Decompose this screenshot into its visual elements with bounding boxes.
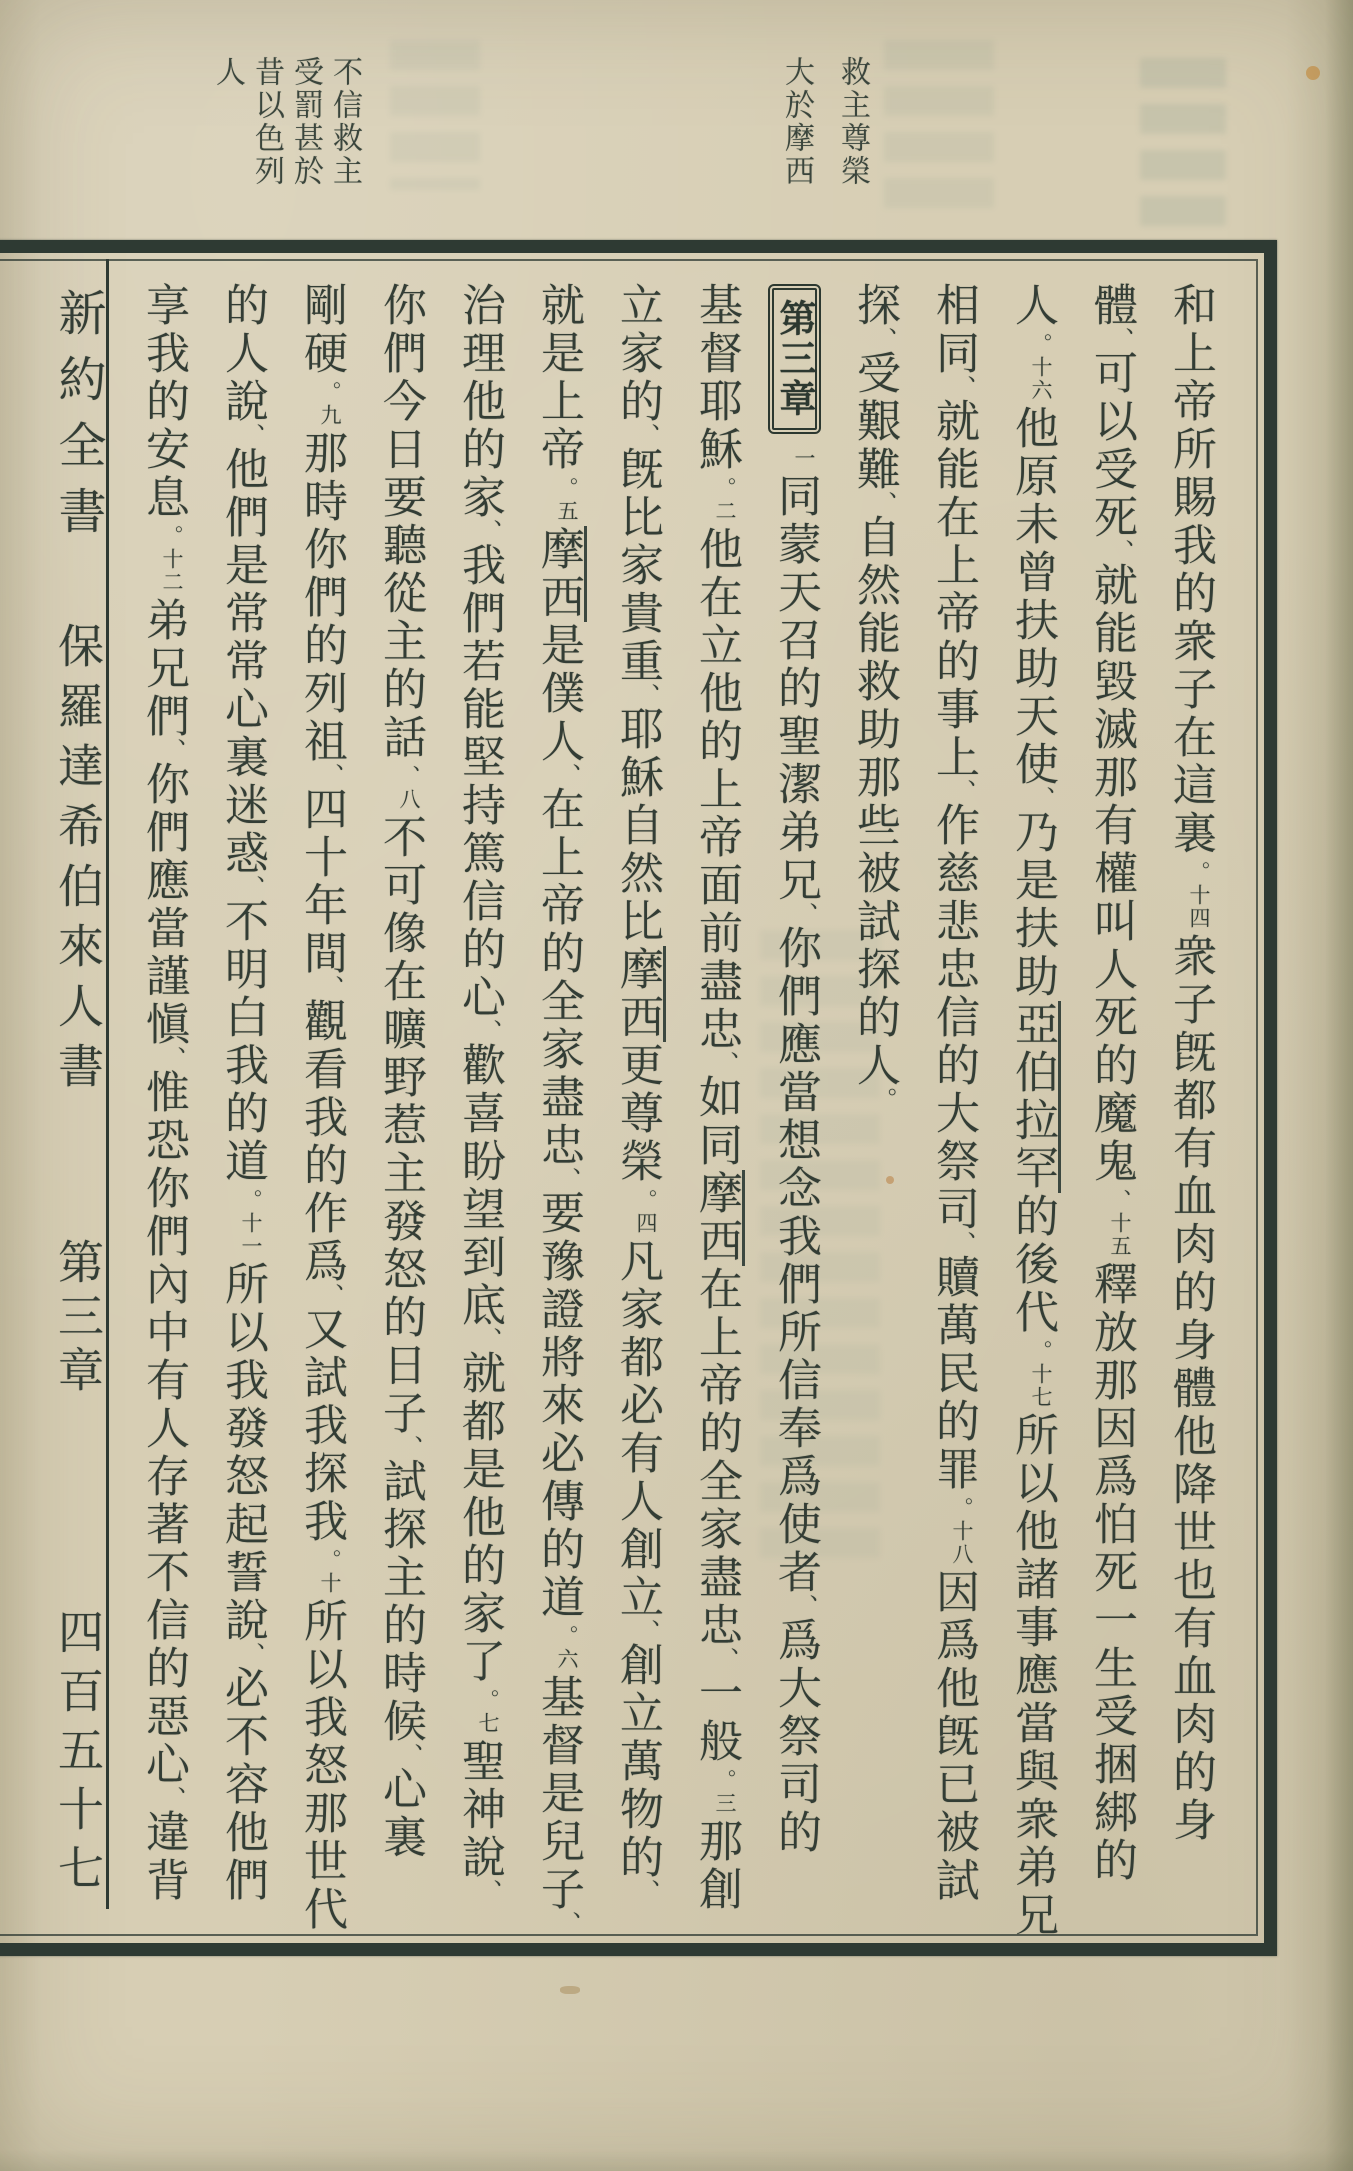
punctuation-mark: 、 (948, 1231, 976, 1259)
scripture-text: 相同 (928, 282, 979, 378)
punctuation-mark: 、 (553, 1911, 581, 1939)
scripture-text: 釋放那因爲怕死一生受捆綁的 (1086, 1261, 1137, 1885)
scripture-text: 聖神說 (454, 1738, 505, 1882)
scripture-text: 同蒙天召的聖潔弟兄 (770, 473, 821, 905)
punctuation-mark: 、 (237, 423, 265, 451)
scripture-text: 那時你們的列祖 (296, 430, 347, 766)
scripture-text: 所以我怒那世代 (296, 1598, 347, 1934)
text-column (612, 282, 663, 1947)
verse-number: 。十 (318, 1549, 342, 1595)
scripture-text: 基督耶穌 (691, 282, 742, 474)
text-column (928, 282, 979, 1947)
scripture-text: 作慈悲忠信的大祭司 (928, 802, 979, 1234)
punctuation-mark: 、 (632, 423, 660, 451)
proper-name-marked: 摩西 (612, 946, 666, 1042)
scripture-text: 的後代 (1007, 1193, 1058, 1337)
scripture-text: 因爲他旣已被試 (928, 1569, 979, 1905)
punctuation-mark: 、 (474, 1327, 502, 1355)
margin-note-column: 不信救主 (327, 56, 362, 188)
proper-name-marked: 摩西 (533, 526, 587, 622)
text-column (1007, 282, 1058, 1947)
margin-note-column: 昔以色列 (249, 56, 284, 188)
scripture-text: 他在立他的上帝面前盡忠 (691, 526, 742, 1054)
text-column (533, 282, 584, 1947)
punctuation-mark: 、 (158, 1786, 186, 1814)
punctuation-mark: 、 (553, 763, 581, 791)
book-title: 新約全書 (50, 288, 106, 552)
scripture-text: 贖萬民的罪 (928, 1254, 979, 1494)
proper-name-marked: 摩西 (691, 1170, 745, 1266)
text-column (691, 282, 742, 1947)
verse-number: 。十七 (1029, 1340, 1053, 1409)
bleed-through-smudge (390, 40, 480, 190)
scripture-text: 基督是兒子 (533, 1674, 584, 1914)
chapter-heading-box: 第三章 (768, 284, 821, 434)
text-column (849, 282, 900, 1947)
scripture-text: 就能毀滅那有權叫人死的魔鬼 (1086, 562, 1137, 1186)
text-column (296, 282, 347, 1947)
scripture-text: 你們今日要聽從主的話 (375, 282, 426, 762)
scripture-text: 在上帝的全家盡忠 (691, 1266, 742, 1650)
scripture-text: 心裏 (375, 1766, 426, 1862)
proper-name-marked: 亞伯拉罕 (1007, 1001, 1061, 1193)
scripture-text: 我們若能堅持篤信的心 (454, 542, 505, 1022)
scripture-text-area (132, 282, 1216, 1947)
verse-number: 一 (792, 447, 816, 470)
verse-number: 。四 (634, 1189, 658, 1235)
scripture-text: 四十年間 (296, 786, 347, 978)
punctuation-mark: 、 (869, 327, 897, 355)
scripture-text: 你們應當謹愼 (138, 761, 189, 1049)
scripture-text: 可以受死 (1086, 350, 1137, 542)
scripture-text: 耶穌自然比 (612, 706, 663, 946)
punctuation-mark: 、 (474, 519, 502, 547)
margin-note-column: 大於摩西 (779, 56, 814, 188)
scripture-text: 試探主的時候 (375, 1458, 426, 1746)
scripture-text: 一般 (691, 1670, 742, 1766)
punctuation-mark: 、 (790, 1594, 818, 1622)
scripture-text: 他們是常常心裏迷惑 (217, 446, 268, 878)
verse-number: 。六 (555, 1625, 579, 1671)
scripture-text: 治理他的家 (454, 282, 505, 522)
scripture-text: 不明白我的道 (217, 898, 268, 1186)
foxing-spot (1306, 66, 1320, 80)
margin-note-unbelievers-punished (204, 56, 360, 188)
verse-number: 。三 (713, 1769, 737, 1815)
verse-number: 。十四 (1187, 861, 1211, 930)
verse-number: 。十二 (160, 525, 184, 594)
punctuation-mark: 、 (237, 875, 265, 903)
scripture-text: 人 (1007, 282, 1058, 330)
punctuation-mark: 、 (553, 1167, 581, 1195)
margin-note-column: 人 (210, 56, 245, 89)
scripture-text: 爲大祭司的 (770, 1617, 821, 1857)
margin-note-column: 受罰甚於 (288, 56, 323, 188)
chapter-label: 第三章 (51, 1238, 105, 1400)
margin-note-column: 救主尊榮 (835, 56, 870, 188)
scripture-text: 探 (849, 282, 900, 330)
scripture-text: 凡家都必有人創立 (612, 1238, 663, 1622)
punctuation-mark: 、 (869, 491, 897, 519)
punctuation-mark: 、 (1027, 786, 1055, 814)
bleed-through-smudge (1140, 58, 1226, 238)
verse-number: 。十六 (1029, 333, 1053, 402)
scripture-text: 旣比家貴重 (612, 446, 663, 686)
verse-number: 。五 (555, 477, 579, 523)
scripture-text: 那創 (691, 1818, 742, 1914)
scripture-text: 他原未曾扶助天使 (1007, 405, 1058, 789)
text-column (770, 282, 821, 1947)
scripture-text: 在上帝的全家盡忠 (533, 786, 584, 1170)
scripture-text: 的人說 (217, 282, 268, 426)
scripture-text: 就是上帝 (533, 282, 584, 474)
scripture-text: 弟兄們 (138, 597, 189, 741)
punctuation-mark: 、 (158, 1046, 186, 1074)
scripture-text: 觀看我的作爲 (296, 998, 347, 1286)
text-column (1086, 282, 1137, 1947)
scripture-text: 要豫證將來必傳的道 (533, 1190, 584, 1622)
scripture-text: 衆子旣都有血肉的身體他降世也有血肉的身 (1165, 933, 1216, 1845)
punctuation-mark: 、 (474, 1019, 502, 1047)
punctuation-mark: 、 (316, 975, 344, 1003)
punctuation-mark: 、 (790, 902, 818, 930)
scripture-text: 就都是他的家了 (454, 1350, 505, 1686)
bleed-through-smudge (884, 40, 994, 210)
verse-number: 、八 (397, 765, 421, 811)
scripture-text: 立家的 (612, 282, 663, 426)
scripture-text: 如同 (691, 1074, 742, 1170)
punctuation-mark: 、 (395, 1743, 423, 1771)
page-number: 四百五十七 (51, 1608, 105, 1903)
scripture-text: 自然能救助那些被試探的人 (849, 514, 900, 1090)
scripture-text: 必不容他們 (217, 1665, 268, 1905)
punctuation-mark: 、 (316, 1283, 344, 1311)
foxing-spot (560, 1986, 580, 1994)
text-column (1165, 282, 1216, 1947)
scripture-text: 是僕人 (533, 622, 584, 766)
punctuation-mark: 、 (1106, 539, 1134, 567)
punctuation-mark: 、 (711, 1051, 739, 1079)
scripture-text: 更尊榮 (612, 1042, 663, 1186)
scripture-text: 就能在上帝的事上 (928, 398, 979, 782)
scripture-text: 受艱難 (849, 350, 900, 494)
scripture-text: 所以我發怒起誓說 (217, 1261, 268, 1645)
page-edge-shading (1325, 0, 1353, 2171)
text-column (454, 282, 505, 1947)
verse-number: 、十五 (1108, 1189, 1132, 1258)
scripture-text: 又試我探我 (296, 1306, 347, 1546)
punctuation-mark: 、 (948, 779, 976, 807)
scripture-text: 歡喜盼望到底 (454, 1042, 505, 1330)
scripture-text: 所以他諸事應當與衆弟兄 (1007, 1412, 1058, 1940)
punctuation-mark: 、 (1106, 327, 1134, 355)
verse-number: 。九 (318, 381, 342, 427)
scripture-text: 乃是扶助 (1007, 809, 1058, 1001)
verse-number: 。十一 (239, 1189, 263, 1258)
punctuation-mark: 、 (632, 683, 660, 711)
punctuation-mark: 。 (869, 1087, 897, 1115)
scripture-text: 體 (1086, 282, 1137, 330)
scripture-text: 不可像在曠野惹主發怒的日子 (375, 814, 426, 1438)
punctuation-mark: 、 (237, 1642, 265, 1670)
text-column (375, 282, 426, 1947)
scripture-text: 創立萬物的 (612, 1642, 663, 1882)
verse-number: 。七 (476, 1689, 500, 1735)
text-column (138, 282, 189, 1947)
punctuation-mark: 、 (474, 1879, 502, 1907)
verse-number: 。二 (713, 477, 737, 523)
scripture-text: 享我的安息 (138, 282, 189, 522)
verse-number: 。十八 (950, 1497, 974, 1566)
punctuation-mark: 、 (395, 1435, 423, 1463)
scripture-text: 惟恐你們內中有人存著不信的惡心 (138, 1069, 189, 1789)
scripture-text: 和上帝所賜我的衆子在這裏 (1165, 282, 1216, 858)
scripture-text: 違背 (138, 1809, 189, 1905)
punctuation-mark: 、 (948, 375, 976, 403)
punctuation-mark: 、 (316, 763, 344, 791)
punctuation-mark: 、 (711, 1647, 739, 1675)
punctuation-mark: 、 (632, 1879, 660, 1907)
scripture-text: 你們應當想念我們所信奉爲使者 (770, 925, 821, 1597)
punctuation-mark: 、 (632, 1619, 660, 1647)
margin-note-savior-greater-than-moses (756, 56, 868, 188)
epistle-title: 保羅達希伯來人書 (51, 622, 105, 1102)
scripture-text: 剛硬 (296, 282, 347, 378)
punctuation-mark: 、 (158, 738, 186, 766)
text-column (217, 282, 268, 1947)
page-edge-shading (0, 2149, 1353, 2171)
